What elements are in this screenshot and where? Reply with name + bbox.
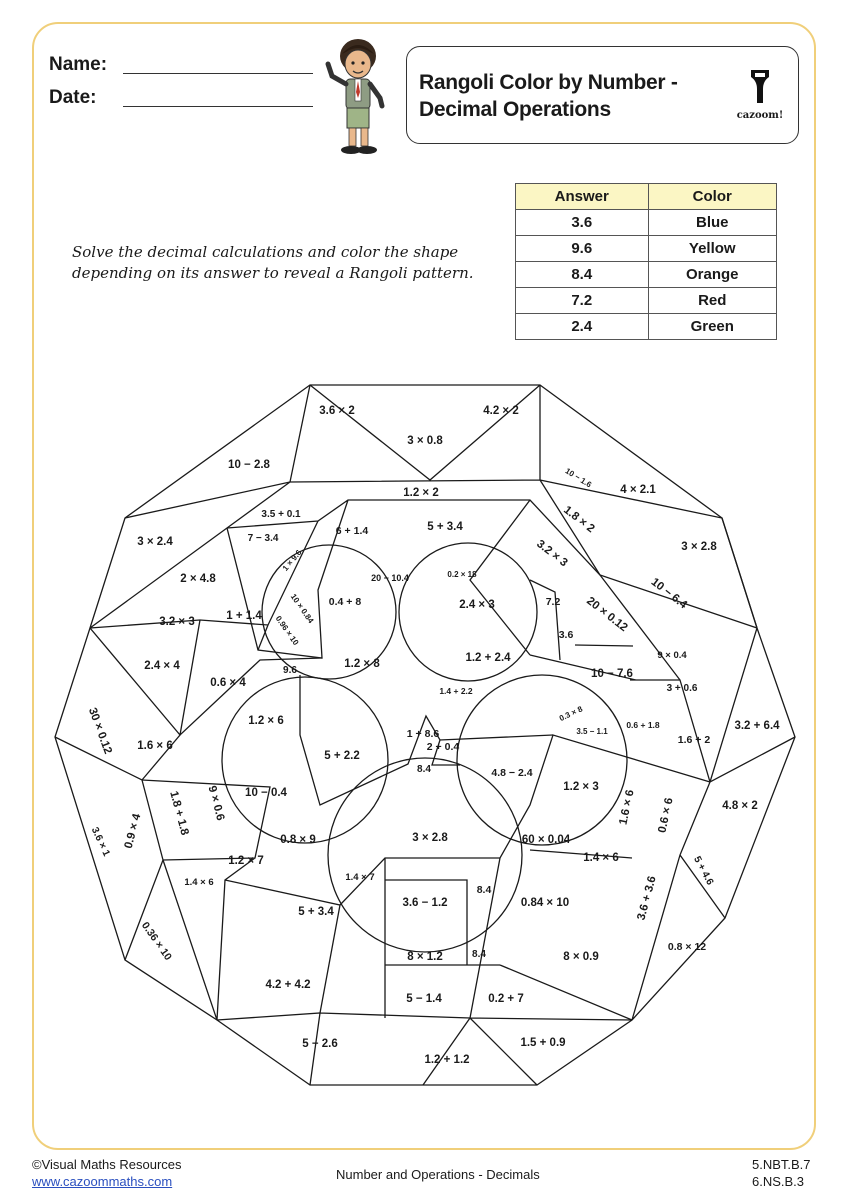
rangoli-label: 1.6 + 2 bbox=[677, 734, 711, 746]
rangoli-label: 0.6 × 4 bbox=[210, 677, 246, 689]
instructions-line-1: Solve the decimal calculations and color the shape bbox=[72, 243, 459, 261]
rangoli-label: 10 − 7.6 bbox=[591, 668, 633, 680]
rangoli-label: 3.6 bbox=[558, 629, 574, 641]
rangoli-label: 3.2 + 6.4 bbox=[734, 720, 780, 732]
rangoli-label: 1.8 + 1.8 bbox=[167, 789, 191, 837]
answer-cell: 2.4 bbox=[516, 314, 649, 340]
rangoli-label: 1.2 × 6 bbox=[248, 715, 284, 727]
rangoli-label: 0.8 × 9 bbox=[280, 834, 316, 846]
rangoli-label: 9 × 0.6 bbox=[205, 784, 227, 822]
rangoli-label: 7.2 bbox=[545, 596, 561, 608]
answer-cell: 7.2 bbox=[516, 288, 649, 314]
rangoli-label: 1 + 1.4 bbox=[226, 610, 262, 622]
rangoli-label: 1.4 × 6 bbox=[583, 852, 619, 864]
rangoli-label: 10 − 0.4 bbox=[245, 787, 287, 799]
rangoli-label: 1.4 × 6 bbox=[184, 877, 214, 888]
color-cell: Yellow bbox=[648, 236, 777, 262]
answer-header: Answer bbox=[516, 184, 649, 210]
rangoli-label: 8.4 bbox=[476, 884, 492, 896]
color-cell: Red bbox=[648, 288, 777, 314]
color-cell: Orange bbox=[648, 262, 777, 288]
logo-text: cazoom! bbox=[736, 110, 784, 121]
standard-label: 5.NBT.B.7 bbox=[752, 1157, 811, 1172]
rangoli-label: 2.4 × 4 bbox=[144, 660, 180, 672]
instructions-line-2: depending on its answer to reveal a Rangoli pattern. bbox=[72, 264, 474, 282]
rangoli-label: 1.8 × 2 bbox=[561, 503, 597, 536]
rangoli-label: 7 − 3.4 bbox=[247, 533, 279, 544]
rangoli-label: 3.5 + 0.1 bbox=[261, 509, 301, 520]
color-cell: Green bbox=[648, 314, 777, 340]
rangoli-label: 1.2 × 7 bbox=[228, 855, 264, 867]
rangoli-label: 1.5 + 0.9 bbox=[520, 1037, 566, 1049]
rangoli-label: 2.4 × 3 bbox=[459, 599, 495, 611]
rangoli-label: 5 + 4.6 bbox=[691, 854, 716, 888]
footer-standards bbox=[752, 1157, 811, 1189]
rangoli-label: 2 × 4.8 bbox=[180, 573, 216, 585]
rangoli-label: 4.2 + 4.2 bbox=[265, 979, 311, 991]
rangoli-label: 3.2 × 3 bbox=[159, 616, 195, 628]
rangoli-label: 10 × 0.84 bbox=[288, 592, 316, 625]
rangoli-label: 10 − 2.8 bbox=[228, 459, 270, 471]
date-label: Date: bbox=[49, 87, 97, 108]
rangoli-label: 2 + 0.4 bbox=[426, 741, 460, 753]
rangoli-label: 1 × 9.6 bbox=[280, 548, 304, 573]
rangoli-label: 3.6 × 2 bbox=[319, 405, 355, 417]
footer-left bbox=[32, 1157, 182, 1189]
rangoli-label: 4.8 × 2 bbox=[722, 800, 758, 812]
rangoli-label: 3.6 − 1.2 bbox=[402, 897, 448, 909]
color-cell: Blue bbox=[648, 210, 777, 236]
rangoli-label: 0.36 × 10 bbox=[138, 919, 175, 963]
rangoli-label: 8 × 0.9 bbox=[563, 951, 599, 963]
rangoli-label: 6 + 1.4 bbox=[335, 525, 369, 537]
rangoli-label: 4.8 − 2.4 bbox=[491, 767, 533, 779]
copyright-text: ©Visual Maths Resources bbox=[32, 1157, 182, 1172]
color-header: Color bbox=[648, 184, 777, 210]
rangoli-label: 0.6 + 1.8 bbox=[626, 720, 660, 730]
rangoli-label: 9.6 bbox=[283, 665, 297, 676]
title-line-1: Rangoli Color by Number - bbox=[419, 71, 678, 94]
rangoli-label: 1.4 × 7 bbox=[345, 872, 375, 883]
rangoli-label: 5 + 3.4 bbox=[298, 906, 334, 918]
rangoli-label: 0.3 × 8 bbox=[557, 704, 585, 724]
rangoli-label: 60 × 0.04 bbox=[521, 834, 571, 846]
rangoli-label: 0.9 × 4 bbox=[122, 812, 144, 850]
rangoli-label: 5 + 3.4 bbox=[427, 521, 463, 533]
rangoli-label: 0.8 × 12 bbox=[667, 941, 707, 953]
answer-cell: 9.6 bbox=[516, 236, 649, 262]
rangoli-label: 5 − 2.6 bbox=[302, 1038, 338, 1050]
rangoli-label: 0.96 × 10 bbox=[273, 614, 301, 647]
rangoli-label: 5 − 1.4 bbox=[406, 993, 442, 1005]
rangoli-label: 3 + 0.6 bbox=[666, 683, 698, 694]
rangoli-label: 1.2 + 2.4 bbox=[465, 652, 511, 664]
rangoli-label: 20 − 10.4 bbox=[371, 573, 409, 583]
rangoli-label: 0.4 + 8 bbox=[328, 596, 362, 608]
rangoli-label: 3 × 2.8 bbox=[412, 832, 448, 844]
rangoli-label: 9 × 0.4 bbox=[657, 650, 687, 661]
rangoli-label: 3.6 × 1 bbox=[88, 825, 112, 859]
rangoli-label: 1.6 × 6 bbox=[137, 740, 173, 752]
rangoli-label: 3 × 2.4 bbox=[137, 536, 173, 548]
rangoli-label: 8.4 bbox=[417, 764, 431, 775]
rangoli-label: 30 × 0.12 bbox=[85, 706, 114, 756]
rangoli-label: 3 × 2.8 bbox=[681, 541, 717, 553]
rangoli-circle bbox=[222, 677, 388, 843]
rangoli-label: 8 × 1.2 bbox=[407, 951, 443, 963]
title-line-2: Decimal Operations bbox=[419, 98, 611, 121]
rangoli-label: 8.4 bbox=[472, 949, 486, 960]
rangoli-label: 4.2 × 2 bbox=[483, 405, 519, 417]
website-link[interactable]: www.cazoommaths.com bbox=[32, 1174, 173, 1189]
rangoli-label: 3 × 0.8 bbox=[407, 435, 443, 447]
answer-cell: 3.6 bbox=[516, 210, 649, 236]
rangoli-label: 1.2 × 8 bbox=[344, 658, 380, 670]
rangoli-label: 10 − 1.6 bbox=[563, 466, 594, 490]
rangoli-label: 20 × 0.12 bbox=[584, 595, 630, 635]
answer-cell: 8.4 bbox=[516, 262, 649, 288]
rangoli-label: 0.84 × 10 bbox=[520, 897, 570, 909]
rangoli-label: 1.6 × 6 bbox=[617, 788, 637, 826]
rangoli-label: 3.2 × 3 bbox=[534, 537, 570, 570]
name-label: Name: bbox=[49, 54, 108, 75]
rangoli-label: 1.4 + 2.2 bbox=[439, 686, 473, 696]
rangoli-circle bbox=[457, 675, 627, 845]
standard-label: 6.NS.B.3 bbox=[752, 1174, 805, 1189]
rangoli-label: 1.2 + 1.2 bbox=[424, 1054, 470, 1066]
rangoli-label: 3.5 − 1.1 bbox=[576, 727, 608, 736]
rangoli-label: 4 × 2.1 bbox=[620, 484, 656, 496]
rangoli-label: 0.2 + 7 bbox=[488, 993, 524, 1005]
rangoli-label: 0.6 × 6 bbox=[656, 796, 676, 834]
rangoli-label: 5 + 2.2 bbox=[324, 750, 360, 762]
rangoli-label: 3.6 + 3.6 bbox=[635, 874, 659, 922]
rangoli-label: 1 + 8.6 bbox=[406, 728, 440, 740]
footer-topic: Number and Operations - Decimals bbox=[336, 1167, 540, 1182]
rangoli-label: 10 − 6.4 bbox=[648, 576, 690, 612]
rangoli-label: 0.2 × 18 bbox=[447, 570, 477, 579]
rangoli-label: 1.2 × 3 bbox=[563, 781, 599, 793]
rangoli-label: 1.2 × 2 bbox=[403, 487, 439, 499]
